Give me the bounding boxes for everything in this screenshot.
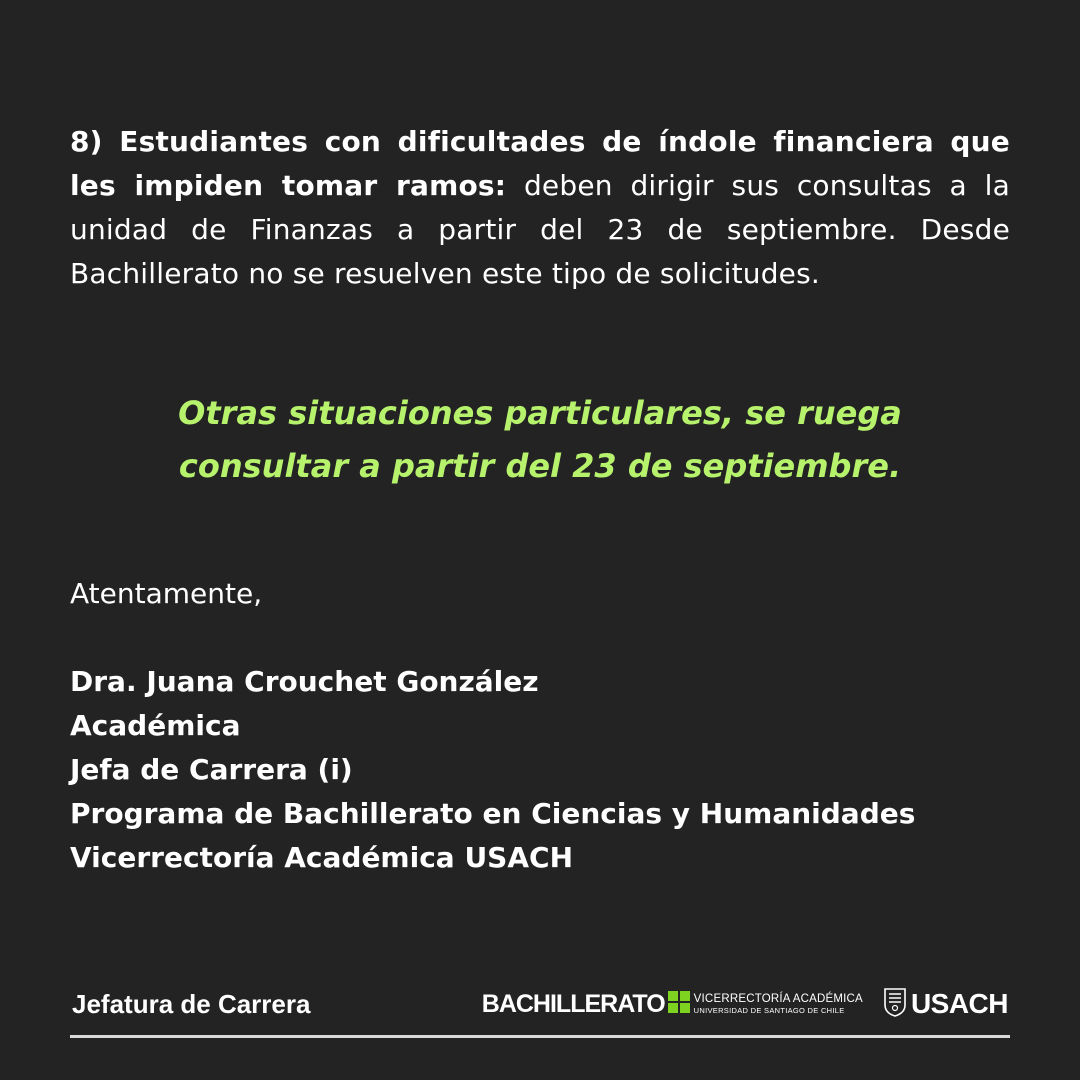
signature-role: Jefa de Carrera (i) — [70, 753, 353, 786]
highlight-note — [70, 387, 1010, 493]
item-8-paragraph — [70, 120, 1010, 296]
vicerrectoria-line-2: UNIVERSIDAD DE SANTIAGO DE CHILE — [693, 1005, 845, 1015]
grid-square-icon — [668, 991, 690, 1017]
bachillerato-logo: BACHILLERATO — [481, 989, 665, 1018]
footer-logos — [482, 986, 1008, 1022]
signature-title: Académica — [70, 709, 241, 742]
item-8-body: deben dirigir sus consultas a la unidad de Finanzas a partir del 23 de septiembre. Desde Bachillerato no se resuelven este tipo de solicitudes. — [70, 169, 1010, 290]
signature-block — [70, 660, 915, 880]
footer-divider — [70, 1035, 1010, 1038]
footer-label: Jefatura de Carrera — [72, 989, 311, 1019]
highlight-line-2: consultar a partir del 23 de septiembre. — [178, 447, 902, 485]
usach-seal-icon — [883, 987, 907, 1021]
signature-name: Dra. Juana Crouchet González — [70, 665, 539, 698]
vicerrectoria-logo — [694, 993, 863, 1016]
closing-salutation: Atentamente, — [70, 577, 263, 610]
vicerrectoria-line-1: VICERRECTORÍA ACADÉMICA — [693, 992, 863, 1005]
item-8-lead: 8) Estudiantes con dificultades de índole financiera que les impiden tomar ramos: — [70, 125, 1010, 202]
signature-unit: Vicerrectoría Académica USACH — [70, 841, 574, 874]
signature-program: Programa de Bachillerato en Ciencias y Humanidades — [70, 797, 916, 830]
usach-logo: USACH — [910, 988, 1008, 1019]
highlight-line-1: Otras situaciones particulares, se ruega — [178, 394, 902, 432]
